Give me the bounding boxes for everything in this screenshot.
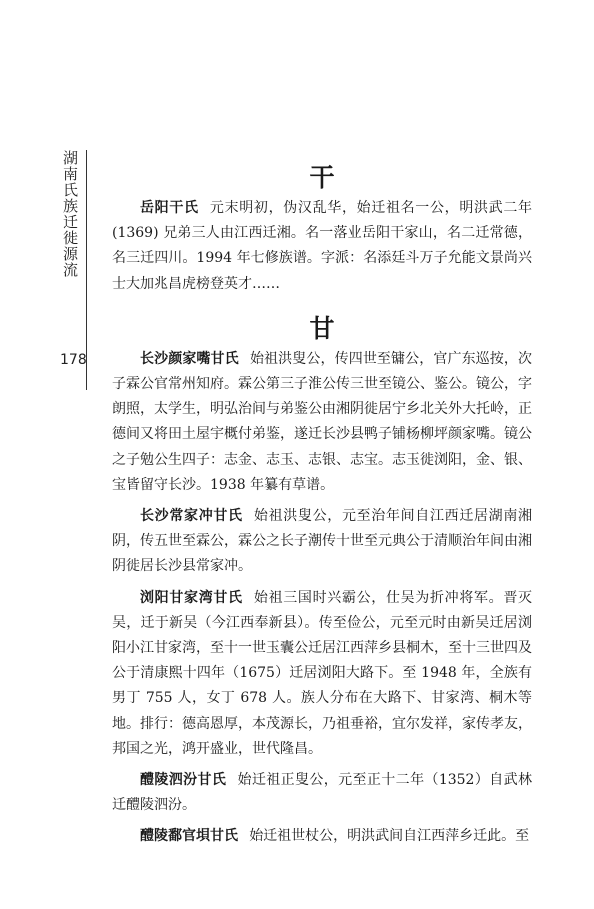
clan-entry	[112, 768, 532, 818]
clan-name: 岳阳干氏	[140, 200, 199, 216]
section-gan	[112, 160, 532, 297]
clan-text: 始迁祖世杖公，明洪武间自江西萍乡迁此。至	[249, 828, 530, 845]
clan-text: 始祖洪叟公，元至治年间自江西迁居湖南湘阴，传五世至霖公，霖公之长子潮传十世至元典公于清顺治年间由湘阴徙居长沙县常家冲。	[112, 508, 533, 575]
book-title: 湖南氏族迁徙源流	[61, 150, 79, 278]
clan-entry	[112, 824, 532, 849]
clan-entry	[112, 196, 532, 297]
clan-name: 长沙常家冲甘氏	[140, 508, 243, 525]
clan-text: 始祖洪叟公，传四世至镛公，官广东巡按，次子霖公官常州知府。霖公第三子淮公传三世至镜公、鉴公。镜公，字朗照，太学生，明弘治间与弟鉴公由湘阴徙居宁乡北关外大托岭，正德间又将田土屋宇概付弟鉴，遂迁长沙县鸭子铺杨柳坪颜家嘴。镜公之子勉公生四子：志金、志玉、志银、志宝。志玉徙浏阳，金、银、宝皆留守长沙。1938 年纂有草谱。	[112, 350, 533, 493]
clan-name: 长沙颜家嘴甘氏	[140, 350, 239, 367]
clan-entry	[112, 586, 532, 762]
clan-entry	[112, 504, 532, 580]
section-gan-sweet	[112, 311, 532, 850]
clan-text: 元末明初，伪汉乱华，始迁祖名一公，明洪武二年(1369) 兄弟三人由江西迁湘。名一落业岳阳干家山，名二迁常德，名三迁四川。1994 年七修族谱。字派：名添廷斗万子允能文景尚兴士大加兆昌虎榜登英才……	[112, 200, 533, 292]
page-content	[112, 160, 532, 856]
section-heading: 干	[309, 163, 335, 192]
clan-entry	[112, 347, 532, 498]
clan-name: 醴陵泗汾甘氏	[140, 772, 227, 789]
clan-text: 始迁祖正叟公，元至正十二年（1352）自武林迁醴陵泗汾。	[112, 772, 532, 814]
clan-name: 醴陵鄱官垻甘氏	[140, 828, 238, 845]
section-heading: 甘	[309, 313, 335, 343]
page-number: 178	[60, 352, 87, 368]
clan-text: 始祖三国时兴霸公，仕吴为折冲将军。晋灭吴，迁于新吴（今江西奉新县）。传至俭公，元至元时由新吴迁居浏阳小江甘家湾，至十一世玉囊公迁居江西萍乡县桐木，至十三世四及公于清康熙十四年（1675）迁居浏阳大路下。至 1948 年，全族有男丁 755 人，女丁 678 人。族人分布在大路下、甘家湾、桐木等地。排行：德高恩厚，本茂源长，乃祖垂裕，宜尔发祥，家传孝友，邦国之光，鸿开盛业，世代隆昌。	[112, 589, 533, 757]
clan-name: 浏阳甘家湾甘氏	[140, 589, 243, 606]
